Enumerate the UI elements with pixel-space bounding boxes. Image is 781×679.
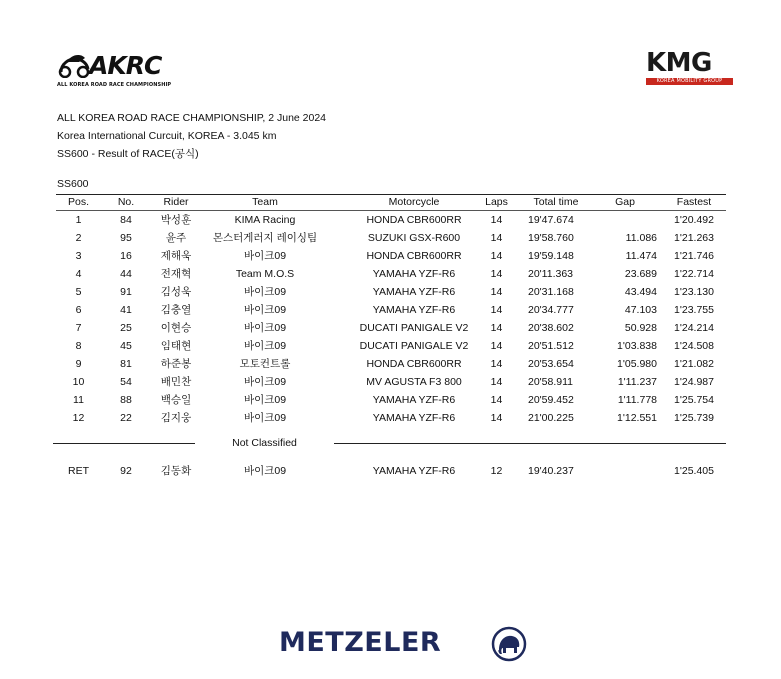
cell-laps: 14	[490, 268, 503, 280]
cell-fastest: 1'24.987	[674, 376, 714, 388]
cell-total-time: 21'00.225	[528, 412, 574, 424]
cell-pos: 8	[75, 340, 82, 352]
cell-total-time: 19'47.674	[528, 214, 574, 226]
result-row	[56, 319, 726, 337]
cell-fastest: 1'23.755	[674, 304, 714, 316]
cell-team: Team M.O.S	[235, 268, 295, 280]
akrc-tagline: ALL KOREA ROAD RACE CHAMPIONSHIP	[57, 82, 172, 88]
cell-rider: 이현승	[160, 322, 192, 334]
cell-total-time: 20'53.654	[528, 358, 574, 370]
cell-rider: 박성훈	[160, 214, 192, 226]
result-row	[56, 247, 726, 265]
cell-motorcycle: SUZUKI GSX-R600	[367, 232, 461, 244]
cell-laps: 14	[490, 412, 503, 424]
kmg-wordmark: KMG	[646, 48, 712, 78]
col-header-laps: Laps	[485, 196, 508, 208]
cell-pos: 11	[73, 394, 84, 406]
result-row	[56, 337, 726, 355]
cell-rider: 김성욱	[160, 286, 192, 298]
cell-laps: 14	[490, 340, 503, 352]
cell-pos: 3	[75, 250, 82, 262]
cell-total-time: 20'34.777	[528, 304, 574, 316]
cell-rider: 김충열	[160, 304, 192, 316]
cell-motorcycle: YAMAHA YZF-R6	[372, 304, 456, 316]
motorcycle-rider-icon	[57, 50, 91, 78]
cell-motorcycle: YAMAHA YZF-R6	[372, 286, 456, 298]
cell-gap: 43.494	[624, 286, 657, 298]
cell-gap: 11.086	[625, 232, 657, 244]
cell-pos: 5	[75, 286, 82, 298]
not-classified-rule-right	[334, 443, 726, 444]
cell-laps: 14	[490, 376, 503, 388]
result-row	[56, 301, 726, 319]
cell-gap: 47.103	[624, 304, 657, 316]
cell-number: 45	[120, 340, 132, 352]
cell-number: 92	[120, 465, 132, 477]
cell-motorcycle: YAMAHA YZF-R6	[372, 268, 456, 280]
cell-fastest: 1'25.754	[674, 394, 714, 406]
cell-rider: 제해욱	[160, 250, 192, 262]
cell-fastest: 1'21.263	[674, 232, 714, 244]
cell-number: 22	[120, 412, 132, 424]
metzeler-logo	[279, 626, 529, 662]
cell-rider: 배민찬	[160, 376, 192, 388]
result-row	[56, 391, 726, 409]
cell-team: 모토컨트롤	[239, 358, 291, 370]
cell-pos: 6	[75, 304, 82, 316]
cell-number: 16	[120, 250, 132, 262]
cell-pos: 2	[75, 232, 82, 244]
col-header-rider: Rider	[163, 196, 189, 208]
cell-gap: 23.689	[624, 268, 657, 280]
cell-total-time: 20'38.602	[528, 322, 574, 334]
cell-team: 바이크09	[243, 322, 287, 334]
cell-number: 81	[120, 358, 132, 370]
cell-team: 바이크09	[243, 286, 287, 298]
cell-motorcycle: HONDA CBR600RR	[366, 250, 462, 262]
result-row	[56, 211, 726, 229]
cell-rider: 김지웅	[160, 412, 192, 424]
cell-pos: 10	[72, 376, 85, 388]
not-classified-row	[56, 462, 726, 480]
cell-team: 바이크09	[243, 465, 287, 477]
cell-number: 54	[120, 376, 132, 388]
cell-number: 95	[120, 232, 132, 244]
col-header-fastest: Fastest	[676, 196, 712, 208]
cell-motorcycle: HONDA CBR600RR	[366, 358, 462, 370]
cell-total-time: 19'59.148	[528, 250, 574, 262]
cell-team: 바이크09	[243, 304, 287, 316]
cell-gap: 1'03.838	[617, 340, 657, 352]
cell-rider: 윤주	[165, 232, 187, 244]
akrc-logo	[57, 48, 183, 92]
cell-number: 88	[120, 394, 132, 406]
cell-fastest: 1'21.082	[674, 358, 714, 370]
col-header-motorcycle: Motorcycle	[388, 196, 440, 208]
cell-gap: 1'12.551	[617, 412, 657, 424]
col-header-no: No.	[117, 196, 135, 208]
cell-team: 바이크09	[243, 250, 287, 262]
cell-total-time: 20'58.911	[528, 376, 574, 388]
cell-team: 바이크09	[243, 394, 287, 406]
cell-motorcycle: HONDA CBR600RR	[366, 214, 462, 226]
col-header-pos: Pos.	[67, 196, 89, 208]
not-classified-label: Not Classified	[232, 437, 297, 449]
cell-team: 몬스터게러지 레이싱팀	[212, 232, 318, 244]
cell-gap: 11.474	[625, 250, 657, 262]
cell-total-time: 20'11.363	[528, 268, 574, 280]
cell-motorcycle: DUCATI PANIGALE V2	[359, 322, 469, 334]
result-title: SS600 - Result of RACE(공식)	[57, 148, 199, 160]
cell-rider: 전재혁	[160, 268, 192, 280]
result-row	[56, 355, 726, 373]
cell-team: KIMA Racing	[234, 214, 296, 226]
cell-total-time: 20'31.168	[528, 286, 574, 298]
cell-motorcycle: MV AGUSTA F3 800	[366, 376, 462, 388]
result-row	[56, 283, 726, 301]
metzeler-wordmark: METZELER	[279, 627, 442, 658]
cell-laps: 14	[490, 250, 503, 262]
cell-fastest: 1'24.508	[674, 340, 714, 352]
cell-pos: 9	[75, 358, 82, 370]
cell-total-time: 19'58.760	[528, 232, 574, 244]
cell-rider: 백승일	[160, 394, 192, 406]
cell-number: 44	[120, 268, 132, 280]
cell-motorcycle: YAMAHA YZF-R6	[372, 412, 456, 424]
cell-number: 91	[120, 286, 132, 298]
col-header-gap: Gap	[615, 196, 635, 208]
cell-laps: 14	[490, 232, 503, 244]
cell-rider: 임태현	[160, 340, 192, 352]
cell-motorcycle: YAMAHA YZF-R6	[372, 465, 456, 477]
kmg-logo	[646, 50, 734, 86]
cell-fastest: 1'21.746	[674, 250, 714, 262]
cell-fastest: 1'20.492	[674, 214, 714, 226]
cell-rider: 김동화	[160, 465, 192, 477]
elephant-icon	[491, 626, 527, 662]
kmg-tagline: KOREA MOBILITY GROUP	[646, 78, 733, 85]
result-row	[56, 229, 726, 247]
cell-rider: 하준봉	[160, 358, 192, 370]
cell-pos: RET	[68, 465, 89, 477]
cell-laps: 14	[490, 214, 503, 226]
cell-laps: 12	[490, 465, 503, 477]
cell-fastest: 1'23.130	[674, 286, 714, 298]
cell-gap: 1'11.778	[617, 394, 657, 406]
result-row	[56, 373, 726, 391]
cell-fastest: 1'25.739	[674, 412, 714, 424]
cell-total-time: 20'51.512	[528, 340, 574, 352]
championship-title: ALL KOREA ROAD RACE CHAMPIONSHIP, 2 June 2024	[57, 112, 327, 124]
cell-team: 바이크09	[243, 412, 287, 424]
akrc-wordmark: AKRC	[89, 51, 162, 80]
col-header-team: Team	[252, 196, 278, 208]
cell-laps: 14	[490, 358, 503, 370]
cell-gap: 1'11.237	[617, 376, 657, 388]
cell-laps: 14	[490, 286, 503, 298]
cell-motorcycle: YAMAHA YZF-R6	[372, 394, 456, 406]
cell-laps: 14	[490, 322, 503, 334]
cell-pos: 7	[75, 322, 82, 334]
cell-pos: 12	[72, 412, 85, 424]
cell-laps: 14	[490, 394, 503, 406]
table-header-row	[56, 193, 726, 211]
cell-gap: 50.928	[624, 322, 657, 334]
cell-laps: 14	[490, 304, 503, 316]
circuit-info: Korea International Curcuit, KOREA - 3.045 km	[57, 130, 277, 142]
cell-total-time: 19'40.237	[528, 465, 574, 477]
cell-number: 25	[120, 322, 132, 334]
result-row	[56, 409, 726, 427]
not-classified-rule-left	[53, 443, 195, 444]
cell-fastest: 1'24.214	[674, 322, 714, 334]
cell-number: 41	[120, 304, 132, 316]
cell-fastest: 1'25.405	[674, 465, 714, 477]
cell-pos: 1	[75, 214, 82, 226]
cell-pos: 4	[75, 268, 82, 280]
cell-motorcycle: DUCATI PANIGALE V2	[359, 340, 469, 352]
cell-team: 바이크09	[243, 376, 287, 388]
cell-team: 바이크09	[243, 340, 287, 352]
cell-fastest: 1'22.714	[674, 268, 714, 280]
document-header	[57, 109, 326, 163]
cell-total-time: 20'59.452	[528, 394, 574, 406]
cell-gap: 1'05.980	[617, 358, 657, 370]
col-header-total-time: Total time	[533, 196, 579, 208]
class-label: SS600	[57, 178, 89, 190]
result-row	[56, 265, 726, 283]
cell-number: 84	[120, 214, 132, 226]
